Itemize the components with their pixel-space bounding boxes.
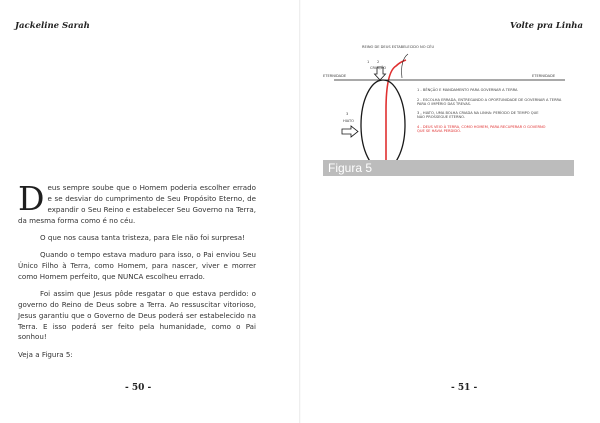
paragraph-1 [18, 179, 256, 227]
paragraph-2: O que nos causa tanta tristeza, para Ele não foi surpresa! [40, 232, 245, 242]
eternity-left-label: ETERNIDADE [323, 74, 347, 78]
left-page-body [18, 179, 256, 367]
figure-note-4: 4 - DEUS VEIO À TERRA, COMO HOMEM, PARA RECUPERAR O GOVERNO QUE SE HAVIA PERDIDO. [417, 125, 546, 134]
paragraph-4: Foi assim que Jesus pôde resgatar o que estava perdido: o governo do Reino de Deus sobre a Terra. Ao ressuscitar vitorioso, Jesus garantiu que o Governo de Deus poderá ser estabelecido na Terra. E isso poderá ser feito pela humanidade, como o Pai sonhou! [18, 288, 256, 342]
running-head-title: Volte pra Linha [510, 21, 583, 31]
marker-3-label: 3 [346, 112, 349, 116]
figure-top-label: REINO DE DEUS ESTABELECIDO NO CÉU [362, 45, 435, 49]
figure-diagram [320, 40, 575, 180]
creation-label: CRIAÇÃO [370, 66, 387, 70]
top-curve [402, 54, 408, 78]
paragraph-1-text: eus sempre soube que o Homem poderia escolher errado e se desviar do cumprimento de Seu Propósito Eterno, de expandir o Seu Reino e estabelecer Seu Governo na Terra, da mesma forma como é no céu. [18, 183, 256, 225]
paragraph-3: Quando o tempo estava maduro para isso, o Pai enviou Seu Único Filho à Terra, como Homem, para nascer, viver e morrer como Homem perfeito, que NUNCA escolheu errado. [18, 249, 256, 281]
marker-2-label: 2 [377, 60, 380, 64]
figure-note-3: 3 - HIATO, UMA BOLHA CRIADA NA LINHA: PERÍODO DE TEMPO QUE NÃO PROSSEGUE ETERNO. [417, 111, 539, 120]
red-line [386, 60, 406, 175]
page-number-left: - 50 - [125, 383, 152, 393]
hiato-label: HIATO [343, 119, 354, 123]
figure-note-2: 2 - ESCOLHA ERRADA, ENTREGANDO A OPORTUNIDADE DE GOVERNAR A TERRA PARA O IMPÉRIO DAS TREVAS. [417, 98, 562, 107]
figure-5 [320, 40, 575, 180]
figure-caption: Figura 5 [328, 161, 373, 175]
page-gutter [299, 0, 301, 423]
eternity-right-label: ETERNIDADE [532, 74, 556, 78]
figure-note-1: 1 - BÊNÇÃO E MANDAMENTO PARA GOVERNAR A TERRA [417, 88, 518, 92]
drop-cap: D [18, 179, 45, 218]
page-number-right: - 51 - [451, 383, 478, 393]
hiato-bubble [361, 80, 405, 170]
paragraph-5: Veja a Figura 5: [18, 349, 73, 359]
hiato-arrow [342, 126, 358, 137]
marker-1-label: 1 [367, 60, 370, 64]
running-head-author: Jackeline Sarah [15, 21, 90, 31]
